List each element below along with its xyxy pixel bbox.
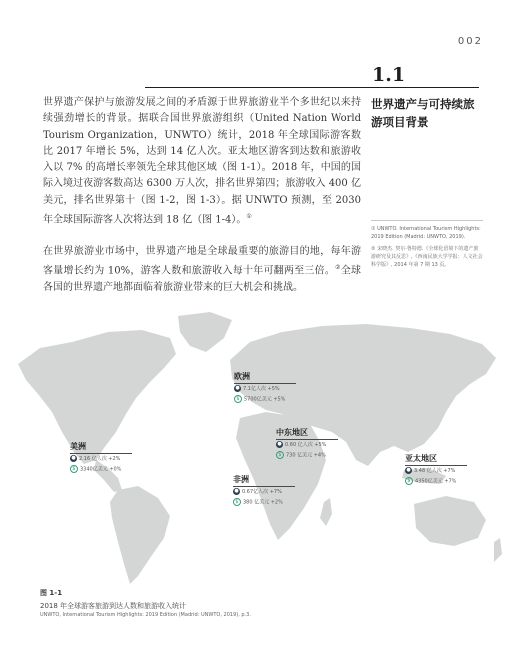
region-receipts [405, 477, 456, 485]
arrivals-value: 2.16 亿人次 +2% [79, 456, 121, 462]
region-label-europe [234, 371, 286, 403]
region-divider [405, 465, 467, 466]
figure-label: 图 1-1 [40, 589, 63, 597]
continents [18, 312, 502, 584]
region-name: 中东地区 [276, 428, 308, 437]
arrivals-value: 0.60 亿人次 +5% [285, 442, 327, 448]
section-number: 1.1 [372, 64, 406, 86]
north-america-landmass [18, 330, 176, 464]
paragraph-text: 在世界旅游业市场中，世界遗产地是全球最重要的旅游目的地，每年游客量增长约为 10%，游客人数和旅游收入每十年可翻两至三倍。 [43, 246, 361, 277]
new-zealand-landmass [494, 538, 502, 562]
money-icon: $ [276, 451, 284, 459]
figure-title: 2018 年全球游客旅游到达人数和旅游收入统计 [40, 602, 187, 610]
body-paragraph-2 [43, 244, 361, 296]
side-note-1: ① UNWTO. International Tourism Highlights: 2019 Edition (Madrid: UNWTO, 2019). [371, 226, 481, 240]
section-title: 世界遗产与可持续旅游项目背景 [371, 97, 475, 129]
person-icon: ● [235, 385, 240, 391]
region-divider [70, 453, 132, 454]
money-icon: $ [70, 465, 78, 473]
south-america-landmass [110, 486, 170, 584]
person-icon: ● [406, 467, 411, 473]
receipts-value: 4350亿美元 +7% [415, 478, 457, 485]
region-divider [276, 439, 338, 440]
region-name: 亚太地区 [405, 454, 437, 463]
arrivals-value: 3.48 亿人次 +7% [414, 468, 456, 474]
arrivals-value: 0.67亿人次 +7% [242, 489, 282, 495]
receipts-value: 730 亿美元 +4% [286, 452, 326, 459]
region-divider [234, 383, 296, 384]
paragraph-text: 世界遗产保护与旅游发展之间的矛盾源于世界旅游业半个多世纪以来持续强劲增长的背景。据联合国世界旅游组织（United Nation World Tourism Organization，UNWTO）统计，2018 年全球国际游客数比 2017 年增长 5%，达到 14 亿人次。亚太地区游客到达数和旅游收入以 7% 的高增长率领先全球其他区域（图 1-1）。2018 年，中国的国际入境过夜游客数高达 6300 万人次，排名世界第四；旅游收入 400 亿美元，排名世界第十（图 1-2，图 1-3）。据 UNWTO 预测，至 2030 年全球国际游客人次将达到 18 亿（图 1-4）。 [43, 97, 361, 226]
receipts-value: 380 亿美元 +2% [243, 499, 283, 506]
money-icon: $ [233, 498, 241, 506]
madagascar-landmass [320, 498, 332, 526]
region-arrivals [276, 441, 326, 448]
arrivals-value: 7.1亿人次 +5% [243, 386, 280, 392]
person-icon: ● [71, 455, 76, 461]
greenland-landmass [178, 312, 232, 352]
page-number: 002 [457, 36, 483, 47]
side-note-2: ② 宋晓杰. 契尔·鲁特德.《全球化语境下的遗产旅游研究及其反思》,《西南民族大学学报：人文社会科学版》, 2014 年第 7 期 13 页。 [371, 246, 483, 268]
region-label-middle-east [276, 427, 327, 459]
figure-source: UNWTO, International Tourism Highlights: 2019 Edition (Madrid: UNWTO, 2019), p.3. [40, 612, 251, 618]
region-name: 非洲 [233, 475, 249, 484]
person-icon: ● [234, 488, 239, 494]
region-name: 欧洲 [234, 372, 250, 381]
footnote-mark[interactable]: ② [335, 264, 341, 272]
footnote-mark[interactable]: ① [246, 213, 252, 221]
money-icon: $ [405, 477, 413, 485]
receipts-value: 3340亿美元 +0% [80, 466, 122, 473]
region-arrivals [234, 385, 280, 392]
region-arrivals [70, 455, 120, 462]
region-label-americas [70, 441, 122, 473]
body-paragraph-1 [43, 95, 361, 229]
region-name: 美洲 [70, 442, 86, 451]
side-notes [371, 220, 483, 273]
region-label-asia-pacific [405, 453, 457, 485]
paragraph-text-continued: 全球各国的世界遗产地都面临着旅游业带来的巨大机会和挑战。 [43, 265, 362, 293]
region-label-africa [233, 474, 283, 506]
australia-landmass [414, 496, 486, 546]
money-icon: $ [234, 395, 242, 403]
region-receipts [70, 465, 121, 473]
region-divider [233, 486, 295, 487]
region-arrivals [405, 467, 455, 474]
receipts-value: 5700亿美元 +5% [244, 396, 286, 403]
person-icon: ● [277, 441, 282, 447]
region-arrivals [233, 488, 282, 495]
region-receipts [276, 451, 326, 459]
region-receipts [234, 395, 285, 403]
header-divider [145, 87, 479, 88]
region-receipts [233, 498, 283, 506]
